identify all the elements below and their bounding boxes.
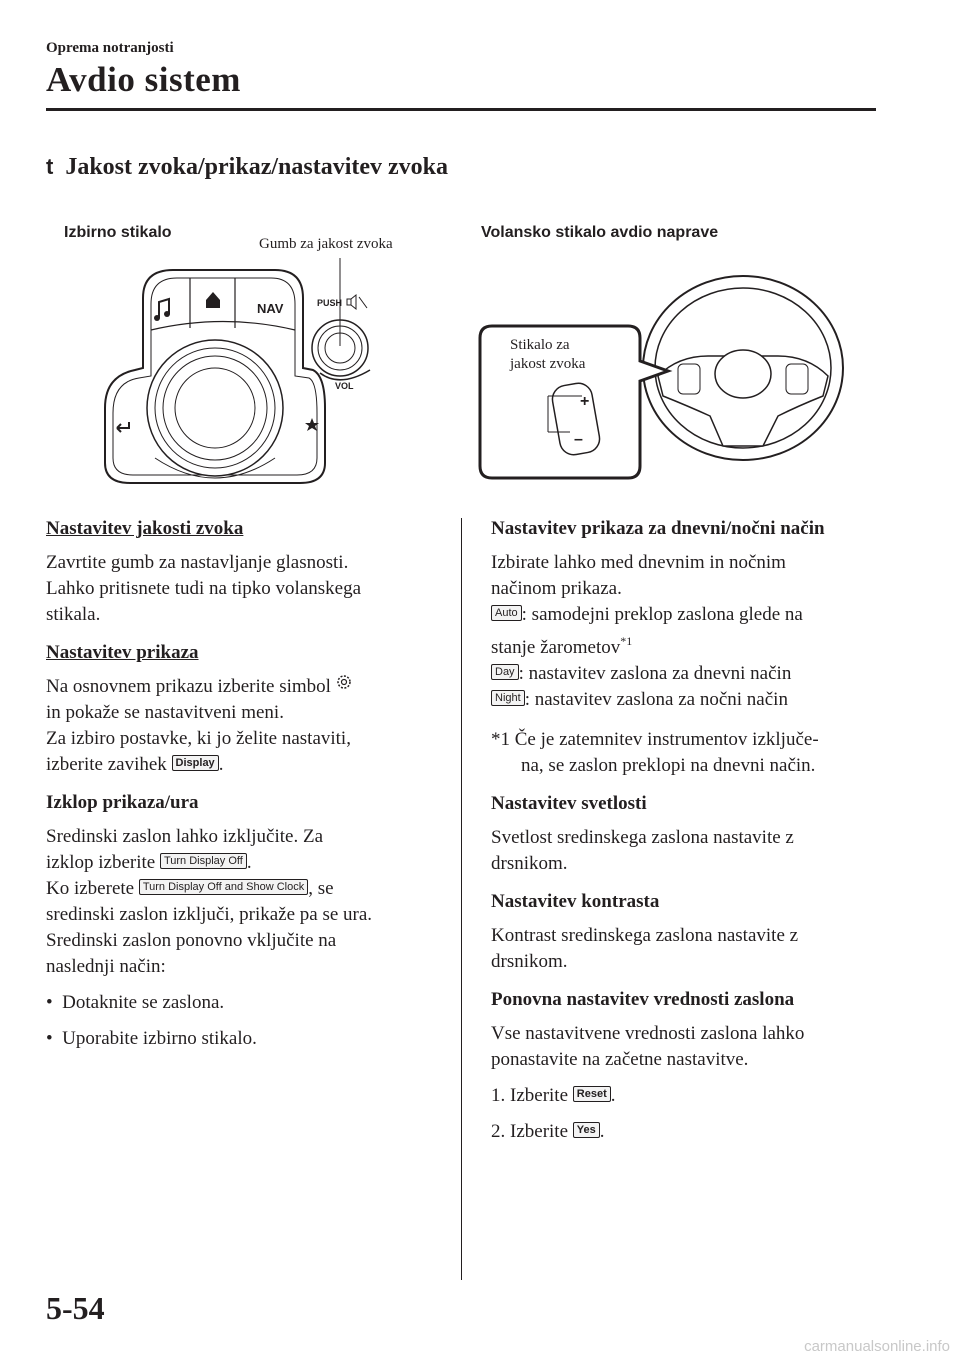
turn-display-off-button: Turn Display Off bbox=[160, 853, 247, 869]
off-text-3 bbox=[46, 876, 446, 902]
bullet-item-1-text: Dotaknite se zaslona. bbox=[62, 992, 225, 1013]
day-line bbox=[491, 661, 891, 687]
nav-text: NAV bbox=[257, 301, 284, 316]
reset-button: Reset bbox=[573, 1086, 611, 1102]
auto-line bbox=[491, 602, 891, 628]
day-button: Day bbox=[491, 664, 519, 680]
footnote-ref: *1 bbox=[620, 634, 633, 648]
display-tab-button: Display bbox=[172, 755, 219, 771]
step-2: 2. Izberite Yes . bbox=[491, 1121, 605, 1142]
brightness-text-1: Svetlost sredinskega zaslona nastavite z bbox=[491, 827, 794, 848]
footnote-2: na, se zaslon preklopi na dnevni način. bbox=[521, 755, 816, 776]
reset-text-1: Vse nastavitvene vrednosti zaslona lahko bbox=[491, 1023, 805, 1044]
watermark: carmanualsonline.info bbox=[804, 1338, 950, 1355]
volume-heading: Nastavitev jakosti zvoka bbox=[46, 518, 244, 539]
display-off-heading: Izklop prikaza/ura bbox=[46, 792, 199, 813]
svg-text:–: – bbox=[574, 431, 583, 448]
label-volume-switch-line1: Stikalo za bbox=[510, 337, 570, 353]
step-2-text: 2. Izberite bbox=[491, 1121, 569, 1142]
svg-text:+: + bbox=[580, 393, 590, 410]
off-text-4: sredinski zaslon izključi, prikaže pa se ura. bbox=[46, 904, 373, 925]
display-text-1 bbox=[46, 674, 446, 700]
auto-button: Auto bbox=[491, 605, 522, 621]
turn-display-off-show-clock-button: Turn Display Off and Show Clock bbox=[139, 879, 308, 895]
label-volume-switch bbox=[510, 336, 585, 374]
vol-text: VOL bbox=[335, 381, 354, 391]
off-text-5: Sredinski zaslon ponovno vključite na bbox=[46, 930, 337, 951]
night-line bbox=[491, 687, 891, 713]
volume-text-3: stikala. bbox=[46, 604, 101, 625]
off-text-2: izklop izberite Turn Display Off . bbox=[46, 852, 252, 873]
reset-text-2: ponastavite na začetne nastavitve. bbox=[491, 1049, 749, 1070]
display-text-4-span: izberite zavihek bbox=[46, 754, 167, 775]
bullet-item-2-text: Uporabite izbirno stikalo. bbox=[62, 1028, 257, 1049]
section-label: Oprema notranjosti bbox=[46, 40, 174, 56]
step-1-text: 1. Izberite bbox=[491, 1085, 569, 1106]
contrast-text-2: drsnikom. bbox=[491, 951, 568, 972]
right-column bbox=[491, 516, 891, 1145]
heading-text: Jakost zvoka/prikaz/nastavitev zvoka bbox=[65, 154, 449, 180]
bullet-item-2: • Uporabite izbirno stikalo. bbox=[46, 1028, 257, 1049]
page-number: 5-54 bbox=[46, 1290, 105, 1326]
brightness-heading: Nastavitev svetlosti bbox=[491, 793, 647, 814]
step-1: 1. Izberite Reset . bbox=[491, 1085, 616, 1106]
auto-text: : samodejni preklop zaslona glede na bbox=[521, 604, 803, 625]
day-night-text-2: načinom prikaza. bbox=[491, 578, 622, 599]
page-title: Avdio sistem bbox=[46, 60, 241, 99]
mute-icon bbox=[347, 295, 367, 309]
off-text-3-end: , se bbox=[308, 878, 334, 899]
auto-text-2: stanje žarometov bbox=[491, 637, 621, 658]
left-column bbox=[46, 516, 446, 1052]
day-text: : nastavitev zaslona za dnevni način bbox=[518, 663, 792, 684]
reset-heading: Ponovna nastavitev vrednosti zaslona bbox=[491, 989, 795, 1010]
display-heading: Nastavitev prikaza bbox=[46, 642, 199, 663]
bullet-item-1: • Dotaknite se zaslona. bbox=[46, 992, 225, 1013]
header-rule bbox=[46, 108, 876, 111]
night-text: : nastavitev zaslona za nočni način bbox=[524, 689, 788, 710]
day-night-heading: Nastavitev prikaza za dnevni/nočni način bbox=[491, 518, 825, 539]
display-text-3: Za izbiro postavke, ki jo želite nastaviti, bbox=[46, 728, 351, 749]
settings-gear-icon bbox=[336, 674, 352, 690]
label-steering-switch: Volansko stikalo avdio naprave bbox=[481, 224, 719, 241]
label-volume-switch-line2: jakost zvoka bbox=[510, 356, 586, 372]
section-heading bbox=[46, 154, 448, 181]
off-text-1: Sredinski zaslon lahko izključite. Za bbox=[46, 826, 324, 847]
display-text-1-span: Na osnovnem prikazu izberite simbol bbox=[46, 676, 331, 697]
display-text-4: izberite zavihek Display . bbox=[46, 754, 224, 775]
auto-line-2 bbox=[491, 628, 891, 661]
off-text-6: naslednji način: bbox=[46, 956, 166, 977]
label-volume-knob: Gumb za jakost zvoka bbox=[259, 236, 393, 252]
contrast-text-1: Kontrast sredinskega zaslona nastavite z bbox=[491, 925, 799, 946]
yes-button: Yes bbox=[573, 1122, 600, 1138]
volume-text-2: Lahko pritisnete tudi na tipko volanskega bbox=[46, 578, 362, 599]
brightness-text-2: drsnikom. bbox=[491, 853, 568, 874]
commander-switch-illustration bbox=[95, 258, 455, 498]
display-text-2: in pokaže se nastavitveni meni. bbox=[46, 702, 284, 723]
footnote-1: *1 Če je zatemnitev instrumentov izključe- bbox=[491, 729, 819, 750]
off-text-2-span: izklop izberite bbox=[46, 852, 156, 873]
night-button: Night bbox=[491, 690, 525, 706]
column-divider bbox=[461, 518, 462, 1280]
label-selector-switch: Izbirno stikalo bbox=[64, 224, 172, 241]
day-night-text-1: Izbirate lahko med dnevnim in nočnim bbox=[491, 552, 786, 573]
contrast-heading: Nastavitev kontrasta bbox=[491, 891, 660, 912]
off-text-3-span: Ko izberete bbox=[46, 878, 135, 899]
heading-bullet: t bbox=[46, 154, 54, 179]
volume-text-1: Zavrtite gumb za nastavljanje glasnosti. bbox=[46, 552, 349, 573]
push-text: PUSH bbox=[317, 298, 343, 308]
